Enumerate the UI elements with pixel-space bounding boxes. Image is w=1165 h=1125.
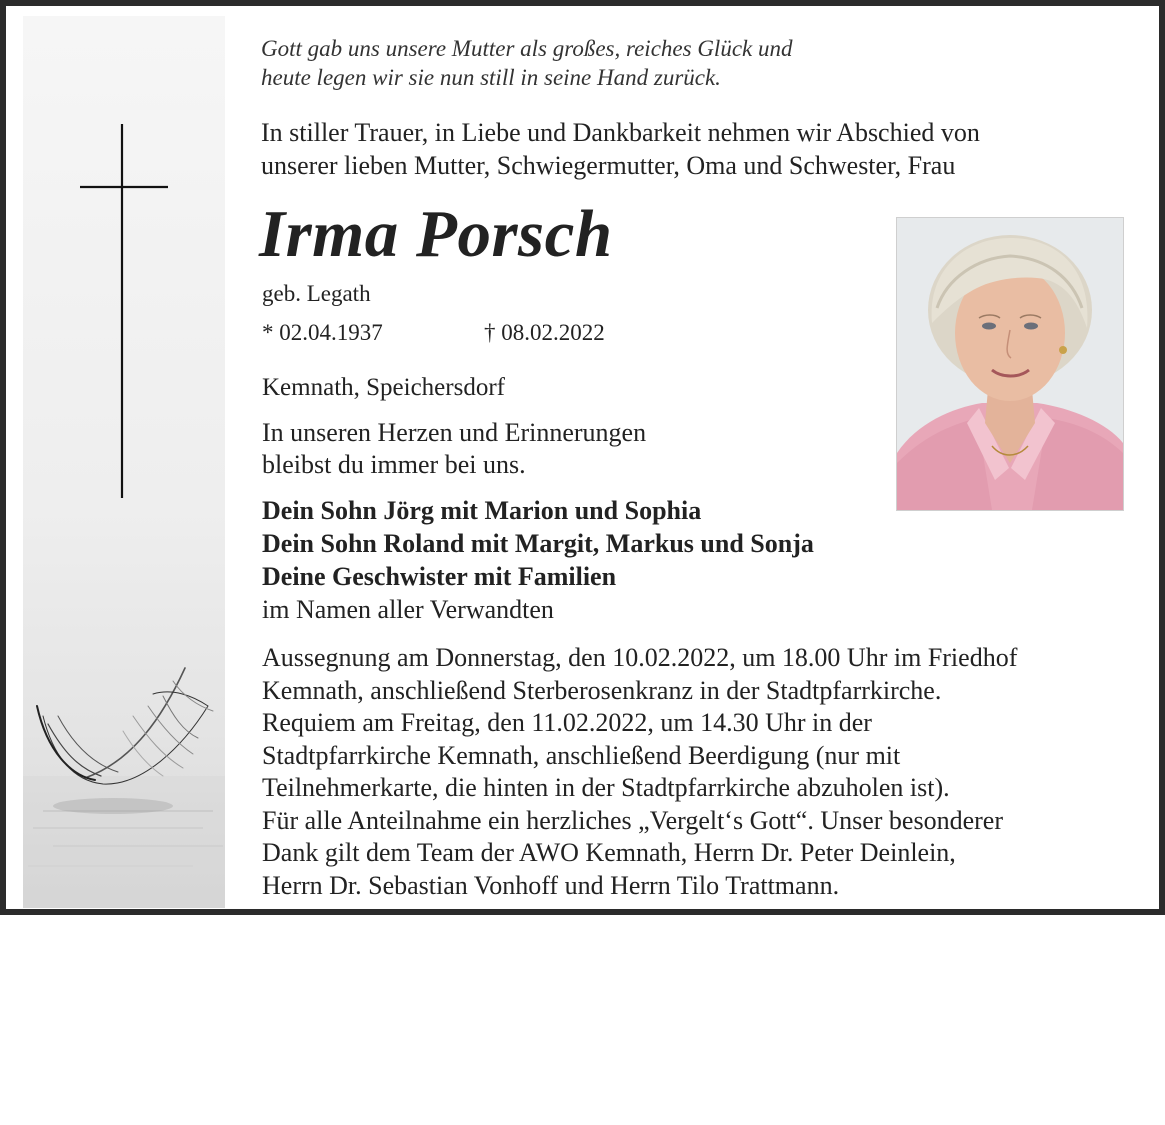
opening-quote [261,34,792,92]
mourner-line-2: Dein Sohn Roland mit Margit, Markus und Sonja [262,529,814,558]
death-date: † 08.02.2022 [484,320,605,345]
deceased-name: Irma Porsch [259,197,613,271]
service-line: Stadtpfarrkirche Kemnath, anschließend Beerdigung (nur mit [262,740,901,770]
service-line: Für alle Anteilnahme ein herzliches „Vergelt‘s Gott“. Unser besonderer [262,805,1003,835]
service-line: Kemnath, anschließend Sterberosenkranz in der Stadtpfarrkirche. [262,675,942,705]
service-line: Teilnehmerkarte, die hinten in der Stadtpfarrkirche abzuholen ist). [262,773,950,802]
intro-line-1: In stiller Trauer, in Liebe und Dankbarkeit nehmen wir Abschied von [261,118,980,147]
memory-text [262,417,646,481]
intro-line-2: unserer lieben Mutter, Schwiegermutter, Oma und Schwester, Frau [261,151,956,180]
mourners-list [262,494,814,626]
service-line: Dank gilt dem Team der AWO Kemnath, Herrn Dr. Peter Deinlein, [262,838,956,867]
quote-line-1: Gott gab uns unsere Mutter als großes, reiches Glück und [261,36,793,61]
memory-line-2: bleibst du immer bei uns. [262,450,526,479]
portrait-illustration [897,218,1123,510]
place: Kemnath, Speichersdorf [262,374,505,401]
cross-icon [80,124,168,498]
water-reflection [23,776,225,908]
quote-line-2: heute legen wir sie nun still in seine Hand zurück. [261,65,721,90]
intro-text [261,116,980,182]
maiden-name: geb. Legath [262,281,371,306]
service-line: Herrn Dr. Sebastian Vonhoff und Herrn Tilo Trattmann. [262,870,840,900]
service-line: Requiem am Freitag, den 11.02.2022, um 14.30 Uhr in der [262,708,872,737]
portrait-photo [896,217,1124,511]
service-line: Aussegnung am Donnerstag, den 10.02.2022, um 18.00 Uhr im Friedhof [262,643,1018,672]
side-artwork [23,16,225,908]
memory-line-1: In unseren Herzen und Erinnerungen [262,418,647,447]
mourner-line-4: im Namen aller Verwandten [262,595,554,624]
service-details [262,642,1017,902]
mourner-line-1: Dein Sohn Jörg mit Marion und Sophia [262,496,702,525]
decorative-side-panel [23,16,225,908]
feather-icon [37,668,213,784]
mourner-line-3: Deine Geschwister mit Familien [262,562,617,591]
birth-date: * 02.04.1937 [262,320,383,345]
